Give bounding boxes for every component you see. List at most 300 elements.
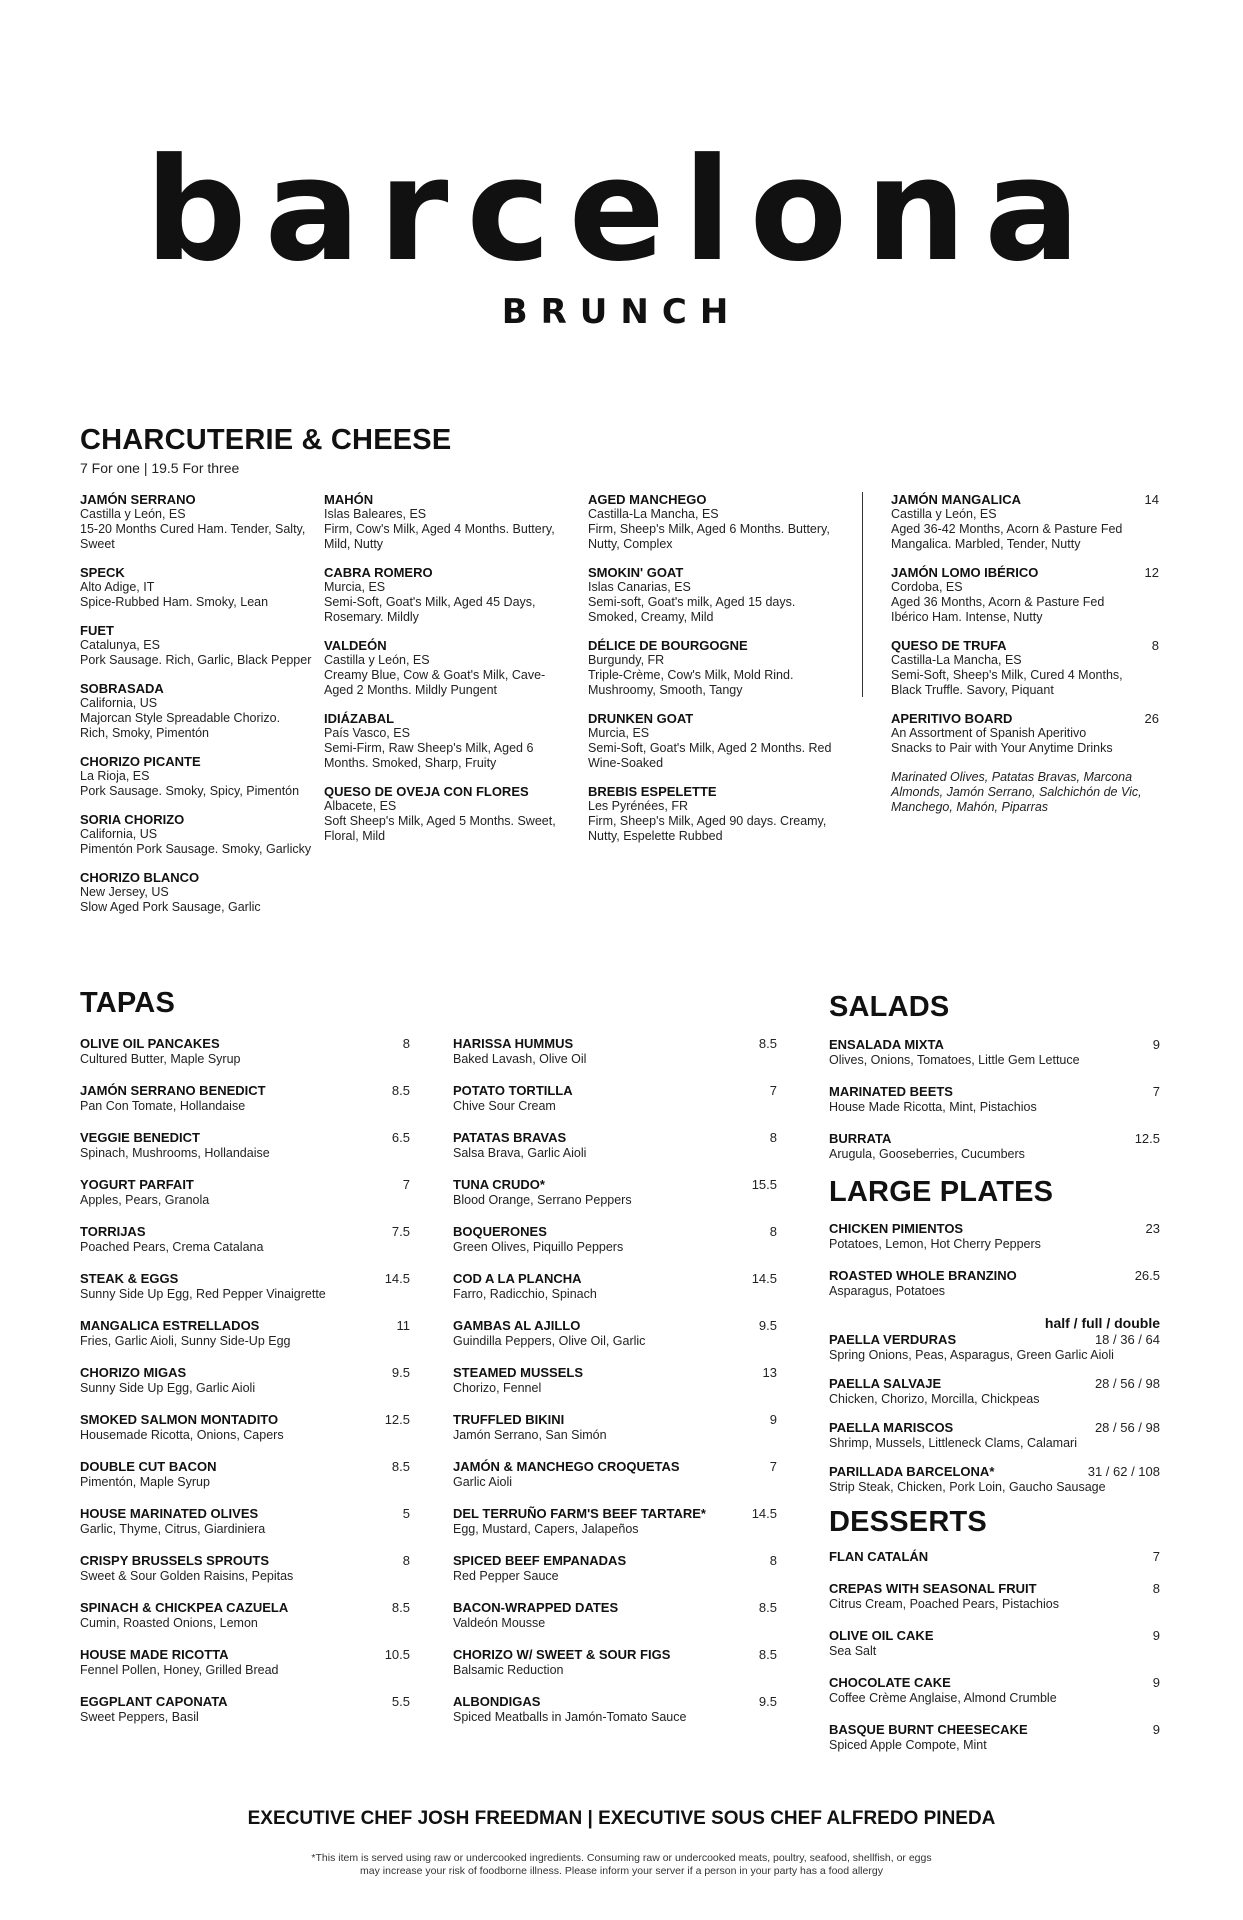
item-price: 11: [396, 1318, 410, 1333]
menu-item: [80, 1412, 410, 1443]
menu-item: [80, 1506, 410, 1537]
item-price: 8.5: [391, 1600, 410, 1615]
item-description: House Made Ricotta, Mint, Pistachios: [829, 1100, 1037, 1114]
item-name: CRISPY BRUSSELS SPROUTS: [80, 1553, 270, 1568]
item-detail-line: Aged 2 Months. Mildly Pungent: [324, 683, 498, 697]
item-name: OLIVE OIL PANCAKES: [80, 1036, 220, 1051]
menu-item: [588, 784, 850, 844]
item-detail-line: Mild, Nutty: [324, 537, 384, 551]
item-header-row: [829, 1549, 1160, 1565]
item-name: SOBRASADA: [80, 681, 164, 696]
item-price: 14.5: [751, 1271, 777, 1286]
item-description: Coffee Crème Anglaise, Almond Crumble: [829, 1691, 1057, 1705]
item-name: QUESO DE OVEJA CON FLORES: [324, 784, 529, 799]
item-header-row: [80, 1600, 410, 1616]
item-detail-line: Black Truffle. Savory, Piquant: [891, 683, 1054, 697]
item-detail-line: Murcia, ES: [324, 580, 386, 594]
item-header-row: [829, 1268, 1160, 1284]
item-price: 7: [402, 1177, 410, 1192]
item-detail-line: Castilla y León, ES: [80, 507, 186, 521]
item-description: Salsa Brava, Garlic Aioli: [453, 1146, 587, 1160]
paella-size-header: half / full / double: [1044, 1315, 1160, 1331]
aperitivo-note-line: Manchego, Mahón, Piparras: [891, 800, 1049, 814]
item-detail-line: Mushroomy, Smooth, Tangy: [588, 683, 743, 697]
item-name: BREBIS ESPELETTE: [588, 784, 717, 799]
item-header-row: [891, 638, 1159, 653]
item-price: 7.5: [391, 1224, 410, 1239]
menu-item: [588, 565, 850, 625]
item-detail-line: Smoked, Creamy, Mild: [588, 610, 714, 624]
item-detail-line: Aged 36-42 Months, Acorn & Pasture Fed: [891, 522, 1123, 536]
item-header-row: [829, 1581, 1160, 1597]
item-price: 18 / 36 / 64: [1094, 1332, 1160, 1347]
item-header-row: [453, 1694, 777, 1710]
item-price: 8.5: [758, 1036, 777, 1051]
menu-item: [80, 812, 312, 857]
item-price: 28 / 56 / 98: [1094, 1376, 1160, 1391]
item-name: VALDEÓN: [324, 638, 387, 653]
item-price: 12: [1144, 565, 1159, 580]
item-name: PAELLA SALVAJE: [829, 1376, 942, 1391]
item-price: 5.5: [391, 1694, 410, 1709]
item-name: SPICED BEEF EMPANADAS: [453, 1553, 627, 1568]
item-name: CHORIZO PICANTE: [80, 754, 201, 769]
item-name: SPECK: [80, 565, 125, 580]
menu-item: [453, 1506, 777, 1537]
item-description: Baked Lavash, Olive Oil: [453, 1052, 587, 1066]
item-description: Poached Pears, Crema Catalana: [80, 1240, 264, 1254]
menu-item: [829, 1722, 1160, 1753]
charcuterie-pricing: 7 For one | 19.5 For three: [80, 460, 240, 476]
menu-item: [453, 1224, 777, 1255]
item-name: ROASTED WHOLE BRANZINO: [829, 1268, 1017, 1283]
menu-item: [324, 784, 574, 844]
item-header-row: [80, 1130, 410, 1146]
menu-item: [891, 565, 1159, 625]
item-price: 28 / 56 / 98: [1094, 1420, 1160, 1435]
item-detail-line: País Vasco, ES: [324, 726, 410, 740]
item-detail-line: California, US: [80, 827, 158, 841]
item-name: POTATO TORTILLA: [453, 1083, 573, 1098]
item-detail-line: Floral, Mild: [324, 829, 386, 843]
item-detail-line: Semi-Soft, Goat's Milk, Aged 2 Months. Red: [588, 741, 832, 755]
item-header-row: [829, 1037, 1160, 1053]
item-price: 14.5: [751, 1506, 777, 1521]
item-header-row: [829, 1675, 1160, 1691]
item-detail-line: Majorcan Style Spreadable Chorizo.: [80, 711, 281, 725]
item-price: 8: [769, 1553, 777, 1568]
item-name: CABRA ROMERO: [324, 565, 433, 580]
item-name: SMOKIN' GOAT: [588, 565, 684, 580]
aperitivo-note-line: Marinated Olives, Patatas Bravas, Marcona: [891, 770, 1133, 784]
menu-item: [829, 1221, 1160, 1252]
item-price: 12.5: [1134, 1131, 1160, 1146]
item-description: Arugula, Gooseberries, Cucumbers: [829, 1147, 1025, 1161]
item-header-row: [829, 1131, 1160, 1147]
raw-food-disclaimer: [0, 1852, 1243, 1878]
item-detail-line: New Jersey, US: [80, 885, 169, 899]
item-description: Shrimp, Mussels, Littleneck Clams, Calamari: [829, 1436, 1077, 1450]
item-header-row: [453, 1271, 777, 1287]
menu-item: [80, 1694, 410, 1725]
menu-item: [829, 1628, 1160, 1659]
item-detail-line: Slow Aged Pork Sausage, Garlic: [80, 900, 261, 914]
chef-credits: EXECUTIVE CHEF JOSH FREEDMAN | EXECUTIVE SOUS CHEF ALFREDO PINEDA: [247, 1808, 996, 1829]
item-detail-line: 15-20 Months Cured Ham. Tender, Salty,: [80, 522, 306, 536]
menu-item: [324, 492, 574, 552]
item-name: BOQUERONES: [453, 1224, 547, 1239]
item-name: BURRATA: [829, 1131, 892, 1146]
charcuterie-column-3: [588, 492, 850, 857]
menu-item: [453, 1647, 777, 1678]
item-description: Housemade Ricotta, Onions, Capers: [80, 1428, 284, 1442]
item-name: CHOCOLATE CAKE: [829, 1675, 951, 1690]
item-name: PAELLA MARISCOS: [829, 1420, 954, 1435]
item-header-row: [80, 1177, 410, 1193]
menu-item: [80, 754, 312, 799]
item-name: ALBONDIGAS: [453, 1694, 541, 1709]
menu-item: [829, 1268, 1160, 1299]
menu-item: [829, 1675, 1160, 1706]
item-name: JAMÓN SERRANO: [80, 492, 196, 507]
item-header-row: [80, 1083, 410, 1099]
item-name: HOUSE MARINATED OLIVES: [80, 1506, 259, 1521]
item-name: YOGURT PARFAIT: [80, 1177, 194, 1192]
item-name: CHORIZO W/ SWEET & SOUR FIGS: [453, 1647, 671, 1662]
menu-item: [80, 623, 312, 668]
item-detail-line: Triple-Crème, Cow's Milk, Mold Rind.: [588, 668, 794, 682]
item-header-row: [829, 1221, 1160, 1237]
menu-item: [891, 492, 1159, 552]
item-name: MANGALICA ESTRELLADOS: [80, 1318, 260, 1333]
item-detail-line: Mangalica. Marbled, Tender, Nutty: [891, 537, 1081, 551]
tapas-column-1: [80, 1036, 410, 1741]
item-name: SPINACH & CHICKPEA CAZUELA: [80, 1600, 289, 1615]
item-name: ENSALADA MIXTA: [829, 1037, 944, 1052]
disclaimer-line: *This item is served using raw or undercooked ingredients. Consuming raw or undercooked meats, poultry, seafood, shellfish, or eggs: [311, 1852, 932, 1864]
item-name: DEL TERRUÑO FARM'S BEEF TARTARE*: [453, 1506, 706, 1521]
charcuterie-column-2: [324, 492, 574, 857]
item-name: CHORIZO BLANCO: [80, 870, 200, 885]
item-description: Sea Salt: [829, 1644, 877, 1658]
item-name: DÉLICE DE BOURGOGNE: [588, 638, 748, 653]
item-header-row: [80, 1224, 410, 1240]
item-price: 26.5: [1134, 1268, 1160, 1283]
aperitivo-note-line: Almonds, Jamón Serrano, Salchichón de Vic,: [891, 785, 1142, 799]
item-detail-line: Firm, Sheep's Milk, Aged 90 days. Creamy,: [588, 814, 827, 828]
item-detail-line: Firm, Sheep's Milk, Aged 6 Months. Buttery,: [588, 522, 830, 536]
menu-item: [80, 1459, 410, 1490]
item-name: JAMÓN LOMO IBÉRICO: [891, 565, 1039, 580]
item-name: DRUNKEN GOAT: [588, 711, 694, 726]
item-description: Valdeón Mousse: [453, 1616, 546, 1630]
menu-item: [80, 1600, 410, 1631]
item-name: MAHÓN: [324, 492, 374, 507]
item-name: PAELLA VERDURAS: [829, 1332, 957, 1347]
item-name: STEAMED MUSSELS: [453, 1365, 584, 1380]
item-description: Spinach, Mushrooms, Hollandaise: [80, 1146, 270, 1160]
item-header-row: [453, 1647, 777, 1663]
menu-item: [588, 638, 850, 698]
menu-item: [80, 1553, 410, 1584]
item-name: JAMÓN & MANCHEGO CROQUETAS: [453, 1459, 680, 1474]
item-detail-line: Aged 36 Months, Acorn & Pasture Fed: [891, 595, 1105, 609]
item-description: Fennel Pollen, Honey, Grilled Bread: [80, 1663, 279, 1677]
item-detail-line: Islas Canarias, ES: [588, 580, 691, 594]
item-detail-line: Cordoba, ES: [891, 580, 963, 594]
item-price: 6.5: [391, 1130, 410, 1145]
charcuterie-column-1: [80, 492, 312, 928]
menu-item: [453, 1271, 777, 1302]
item-detail-line: Nutty, Complex: [588, 537, 673, 551]
item-description: Asparagus, Potatoes: [829, 1284, 946, 1298]
menu-item: [324, 638, 574, 698]
item-name: JAMÓN MANGALICA: [891, 492, 1021, 507]
item-description: Balsamic Reduction: [453, 1663, 564, 1677]
item-header-row: [453, 1036, 777, 1052]
item-price: 7: [769, 1083, 777, 1098]
menu-item: [453, 1365, 777, 1396]
menu-item: [453, 1083, 777, 1114]
item-name: BASQUE BURNT CHEESECAKE: [829, 1722, 1028, 1737]
item-price: 7: [1152, 1084, 1160, 1099]
menu-item: [80, 1036, 410, 1067]
item-header-row: [80, 1647, 410, 1663]
menu-item: [453, 1036, 777, 1067]
item-header-row: [80, 1412, 410, 1428]
item-detail-line: Creamy Blue, Cow & Goat's Milk, Cave-: [324, 668, 546, 682]
item-name: PARILLADA BARCELONA*: [829, 1464, 995, 1479]
item-detail-line: Soft Sheep's Milk, Aged 5 Months. Sweet,: [324, 814, 556, 828]
item-detail-line: Ibérico Ham. Intense, Nutty: [891, 610, 1043, 624]
item-detail-line: Semi-Firm, Raw Sheep's Milk, Aged 6: [324, 741, 534, 755]
disclaimer-line: may increase your risk of foodborne illness. Please inform your server if a person in your party has a food allergy: [360, 1865, 883, 1877]
item-description: Green Olives, Piquillo Peppers: [453, 1240, 624, 1254]
item-price: 9: [1152, 1675, 1160, 1690]
item-description: Red Pepper Sauce: [453, 1569, 559, 1583]
item-detail-line: Semi-soft, Goat's milk, Aged 15 days.: [588, 595, 796, 609]
item-header-row: [453, 1130, 777, 1146]
item-detail-line: Castilla-La Mancha, ES: [891, 653, 1022, 667]
item-price: 8: [402, 1553, 410, 1568]
item-detail-line: An Assortment of Spanish Aperitivo: [891, 726, 1087, 740]
menu-item: [80, 1365, 410, 1396]
item-name: AGED MANCHEGO: [588, 492, 707, 507]
menu-item: [829, 1131, 1160, 1162]
item-name: TORRIJAS: [80, 1224, 146, 1239]
menu-item: [829, 1084, 1160, 1115]
item-detail-line: Snacks to Pair with Your Anytime Drinks: [891, 741, 1113, 755]
desserts-title: DESSERTS: [829, 1506, 987, 1538]
item-description: Blood Orange, Serrano Peppers: [453, 1193, 632, 1207]
desserts-list: [829, 1549, 1160, 1769]
item-detail-line: Castilla y León, ES: [324, 653, 430, 667]
item-description: Garlic Aioli: [453, 1475, 513, 1489]
item-price: 12.5: [384, 1412, 410, 1427]
charcuterie-title: CHARCUTERIE & CHEESE: [80, 424, 452, 456]
salads-title: SALADS: [829, 991, 950, 1023]
item-price: 8: [769, 1130, 777, 1145]
item-price: 8: [769, 1224, 777, 1239]
item-name: JAMÓN SERRANO BENEDICT: [80, 1083, 266, 1098]
item-detail-line: Burgundy, FR: [588, 653, 665, 667]
item-header-row: [453, 1083, 777, 1099]
item-header-row: [453, 1553, 777, 1569]
item-detail-line: Spice-Rubbed Ham. Smoky, Lean: [80, 595, 269, 609]
item-description: Sweet & Sour Golden Raisins, Pepitas: [80, 1569, 294, 1583]
item-name: VEGGIE BENEDICT: [80, 1130, 200, 1145]
restaurant-logo: barcelona: [144, 128, 1099, 293]
charcuterie-column-4: [891, 492, 1159, 815]
item-description: Egg, Mustard, Capers, Jalapeños: [453, 1522, 639, 1536]
item-description: Jamón Serrano, San Simón: [453, 1428, 607, 1442]
item-description: Pimentón, Maple Syrup: [80, 1475, 210, 1489]
column-divider: [862, 492, 863, 697]
item-price: 8.5: [758, 1600, 777, 1615]
item-detail-line: Semi-Soft, Sheep's Milk, Cured 4 Months,: [891, 668, 1123, 682]
item-description: Spring Onions, Peas, Asparagus, Green Garlic Aioli: [829, 1348, 1114, 1362]
item-description: Sunny Side Up Egg, Garlic Aioli: [80, 1381, 256, 1395]
item-description: Strip Steak, Chicken, Pork Loin, Gaucho Sausage: [829, 1480, 1106, 1494]
item-detail-line: La Rioja, ES: [80, 769, 150, 783]
item-name: GAMBAS AL AJILLO: [453, 1318, 581, 1333]
menu-item: [453, 1318, 777, 1349]
menu-item: [453, 1600, 777, 1631]
item-header-row: [80, 1271, 410, 1287]
salads-list: [829, 1037, 1160, 1178]
item-price: 9: [769, 1412, 777, 1427]
item-header-row: [453, 1177, 777, 1193]
menu-item: [891, 711, 1159, 756]
item-description: Spiced Meatballs in Jamón-Tomato Sauce: [453, 1710, 687, 1724]
menu-item: [588, 492, 850, 552]
item-header-row: [829, 1628, 1160, 1644]
menu-item: [829, 1581, 1160, 1612]
item-header-row: [453, 1318, 777, 1334]
item-price: 13: [762, 1365, 777, 1380]
item-header-row: [80, 1459, 410, 1475]
item-header-row: [829, 1722, 1160, 1738]
item-price: 23: [1145, 1221, 1160, 1236]
item-description: Chorizo, Fennel: [453, 1381, 542, 1395]
menu-item: [588, 711, 850, 771]
tapas-title: TAPAS: [80, 987, 175, 1019]
item-name: QUESO DE TRUFA: [891, 638, 1007, 653]
menu-item: [829, 1037, 1160, 1068]
item-header-row: [80, 1694, 410, 1710]
item-price: 9.5: [758, 1318, 777, 1333]
item-price: 14: [1144, 492, 1159, 507]
item-header-row: [829, 1376, 1160, 1392]
item-header-row: [891, 565, 1159, 580]
item-description: Spiced Apple Compote, Mint: [829, 1738, 987, 1752]
item-description: Guindilla Peppers, Olive Oil, Garlic: [453, 1334, 646, 1348]
item-price: 9.5: [758, 1694, 777, 1709]
menu-item: [80, 492, 312, 552]
menu-item: [829, 1549, 1160, 1565]
item-price: 9.5: [391, 1365, 410, 1380]
item-name: MARINATED BEETS: [829, 1084, 953, 1099]
item-name: DOUBLE CUT BACON: [80, 1459, 217, 1474]
item-price: 8: [1152, 1581, 1160, 1596]
item-price: 8.5: [758, 1647, 777, 1662]
item-header-row: [453, 1459, 777, 1475]
item-description: Farro, Radicchio, Spinach: [453, 1287, 597, 1301]
item-header-row: [453, 1224, 777, 1240]
item-name: OLIVE OIL CAKE: [829, 1628, 934, 1643]
menu-item: [453, 1177, 777, 1208]
item-price: 10.5: [384, 1647, 410, 1662]
menu-item: [829, 1332, 1160, 1363]
menu-item: [80, 565, 312, 610]
aperitivo-board-contents: [891, 770, 1159, 815]
menu-item: [80, 1271, 410, 1302]
item-header-row: [829, 1464, 1160, 1480]
item-name: STEAK & EGGS: [80, 1271, 179, 1286]
item-name: TUNA CRUDO*: [453, 1177, 545, 1192]
item-price: 9: [1152, 1722, 1160, 1737]
item-name: FUET: [80, 623, 114, 638]
menu-item: [80, 1130, 410, 1161]
item-name: APERITIVO BOARD: [891, 711, 1013, 726]
menu-item: [324, 565, 574, 625]
item-header-row: [80, 1318, 410, 1334]
item-description: Potatoes, Lemon, Hot Cherry Peppers: [829, 1237, 1041, 1251]
menu-item: [324, 711, 574, 771]
menu-item: [453, 1553, 777, 1584]
item-name: HARISSA HUMMUS: [453, 1036, 574, 1051]
item-name: COD A LA PLANCHA: [453, 1271, 582, 1286]
item-description: Sweet Peppers, Basil: [80, 1710, 199, 1724]
menu-item: [891, 638, 1159, 698]
item-detail-line: Les Pyrénées, FR: [588, 799, 689, 813]
large-plates-items: [829, 1221, 1160, 1299]
item-detail-line: Castilla-La Mancha, ES: [588, 507, 719, 521]
item-price: 5: [402, 1506, 410, 1521]
item-description: Sunny Side Up Egg, Red Pepper Vinaigrette: [80, 1287, 326, 1301]
item-detail-line: Sweet: [80, 537, 115, 551]
menu-item: [80, 870, 312, 915]
menu-item: [80, 1224, 410, 1255]
item-description: Pan Con Tomate, Hollandaise: [80, 1099, 246, 1113]
item-name: CREPAS WITH SEASONAL FRUIT: [829, 1581, 1037, 1596]
tapas-column-2: [453, 1036, 777, 1741]
item-header-row: [891, 711, 1159, 726]
menu-subtitle: BRUNCH: [501, 292, 742, 332]
menu-item: [80, 1318, 410, 1349]
item-detail-line: Rosemary. Mildly: [324, 610, 419, 624]
item-header-row: [80, 1365, 410, 1381]
item-detail-line: Months. Smoked, Sharp, Fruity: [324, 756, 497, 770]
item-detail-line: Pimentón Pork Sausage. Smoky, Garlicky: [80, 842, 312, 856]
menu-item: [829, 1464, 1160, 1495]
item-header-row: [829, 1332, 1160, 1348]
item-detail-line: Nutty, Espelette Rubbed: [588, 829, 723, 843]
item-detail-line: Rich, Smoky, Pimentón: [80, 726, 209, 740]
paella-items: [829, 1332, 1160, 1495]
item-price: 15.5: [751, 1177, 777, 1192]
item-price: 31 / 62 / 108: [1087, 1464, 1160, 1479]
large-plates-title: LARGE PLATES: [829, 1176, 1054, 1208]
item-detail-line: Murcia, ES: [588, 726, 650, 740]
menu-item: [453, 1694, 777, 1725]
item-header-row: [453, 1412, 777, 1428]
item-price: 8: [1151, 638, 1159, 653]
item-name: SORIA CHORIZO: [80, 812, 185, 827]
item-description: Garlic, Thyme, Citrus, Giardiniera: [80, 1522, 266, 1536]
item-header-row: [80, 1553, 410, 1569]
item-header-row: [453, 1600, 777, 1616]
